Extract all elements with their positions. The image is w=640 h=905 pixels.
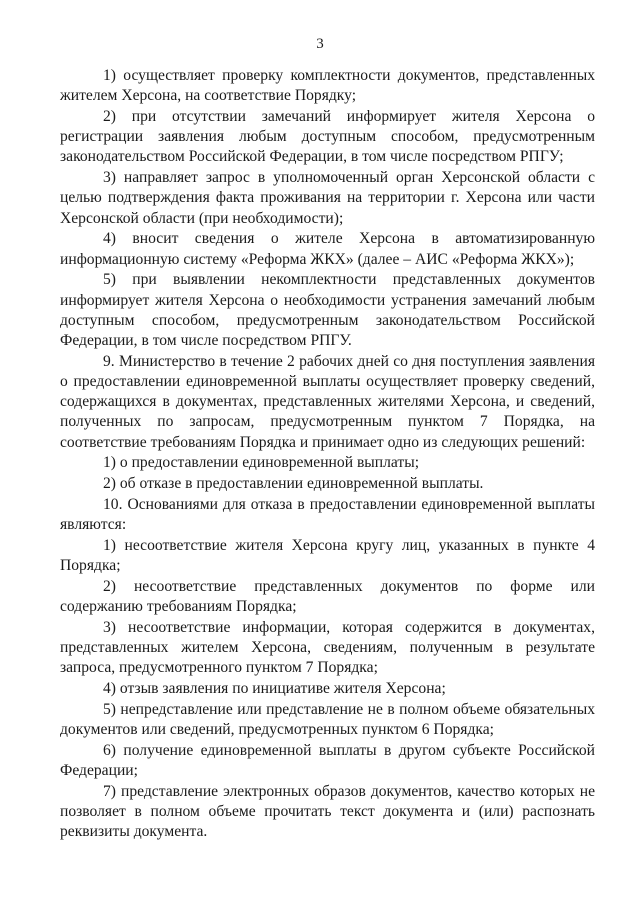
paragraph-1-2: 2) при отсутствии замечаний информирует жителя Херсона о регистрации заявления любым доступным способом, предусмотренным законодательством Российской Федерации, в том числе посредством РПГУ; <box>60 108 595 166</box>
paragraph-10-5: 5) непредставление или представление не в полном объеме обязательных документов или сведений, предусмотренных пунктом 6 Порядка; <box>60 701 595 739</box>
paragraph-1-3: 3) направляет запрос в уполномоченный орган Херсонской области с целью подтверждения факта проживания на территории г. Херсона или части Херсонской области (при необходимости); <box>60 169 595 227</box>
paragraph-1-1: 1) осуществляет проверку комплектности документов, представленных жителем Херсона, на соответствие Порядку; <box>60 67 595 105</box>
paragraph-9-2: 2) об отказе в предоставлении единовременной выплаты. <box>103 475 484 493</box>
document-body <box>60 66 595 843</box>
paragraph-1-5: 5) при выявлении некомплектности представленных документов информирует жителя Херсона о необходимости устранения замечаний любым доступным способом, предусмотренным законодательством Российской Федерации, в том числе посредством РПГУ. <box>60 271 595 350</box>
paragraph-10-6: 6) получение единовременной выплаты в другом субъекте Российской Федерации; <box>60 742 595 780</box>
paragraph-9: 9. Министерство в течение 2 рабочих дней со дня поступления заявления о предоставлении единовременной выплаты осуществляет проверку сведений, содержащихся в документах, представленных жителями Херсона, и сведений, полученных по запросам, предусмотренным пунктом 7 Порядка, на соответствие требованиям Порядка и принимает одно из следующих решений: <box>60 352 595 451</box>
paragraph-10-7: 7) представление электронных образов документов, качество которых не позволяет в полном объеме прочитать текст документа и (или) распознать реквизиты документа. <box>60 783 595 841</box>
paragraph-10-2: 2) несоответствие представленных документов по форме или содержанию требованиям Порядка; <box>60 578 595 616</box>
paragraph-1-4: 4) вносит сведения о жителе Херсона в автоматизированную информационную систему «Реформа ЖКХ» (далее – АИС «Реформа ЖКХ»); <box>60 230 595 268</box>
page-number: 3 <box>316 36 324 52</box>
paragraph-10-4: 4) отзыв заявления по инициативе жителя Херсона; <box>103 680 446 698</box>
paragraph-10-1: 1) несоответствие жителя Херсона кругу лиц, указанных в пункте 4 Порядка; <box>60 537 595 575</box>
paragraph-10-3: 3) несоответствие информации, которая содержится в документах, представленных жителем Херсона, сведениям, полученным в результате запроса, предусмотренного пунктом 7 Порядка; <box>60 619 595 677</box>
paragraph-9-1: 1) о предоставлении единовременной выплаты; <box>103 454 420 472</box>
paragraph-10: 10. Основаниями для отказа в предоставлении единовременной выплаты являются: <box>60 496 595 534</box>
